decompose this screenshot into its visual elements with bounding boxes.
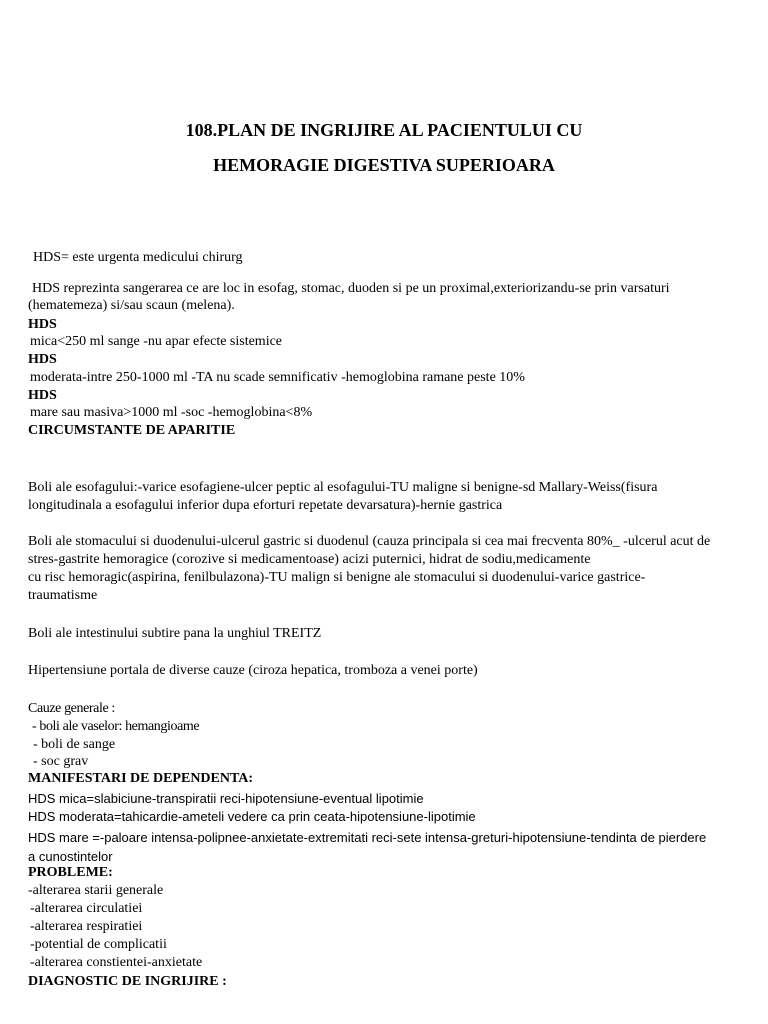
probleme-item: -potential de complicatii [30, 937, 167, 952]
manifestari-moderata: HDS moderata=tahicardie-ameteli vedere ca prin ceata-hipotensiune-lipotimie [28, 809, 476, 824]
intro-line-1: HDS= este urgenta medicului chirurg [33, 250, 243, 265]
stomac-line-2: stres-gastrite hemoragice (corozive si medicamentoase) acizi puternici, hidrat de sodiu,medicamente [28, 552, 591, 567]
manifestari-mare-line-1: HDS mare =-paloare intensa-polipnee-anxietate-extremitati reci-sete intensa-greturi-hipotensiune-tendinta de pierdere [28, 830, 707, 845]
cauze-item-3: - soc grav [33, 754, 89, 769]
cauze-generale-heading: Cauze generale : [28, 701, 115, 716]
hds-label-3: HDS [28, 388, 57, 403]
probleme-item: -alterarea respiratiei [30, 919, 143, 934]
hds-label-2: HDS [28, 352, 57, 367]
cauze-item-1: - boli ale vaselor: hemangioame [32, 719, 200, 734]
esofag-line-1: Boli ale esofagului:-varice esofagiene-ulcer peptic al esofagului-TU maligne si benigne-sd Mallary-Weiss(fisura [28, 480, 658, 495]
section-heading-circumstante: CIRCUMSTANTE DE APARITIE [28, 423, 236, 438]
intro-line-3: (hematemeza) si/sau scaun (melena). [28, 298, 235, 313]
hds-mica-text: mica<250 ml sange -nu apar efecte sistemice [30, 334, 283, 349]
document-title-line-1: 108.PLAN DE INGRIJIRE AL PACIENTULUI CU [185, 120, 583, 140]
stomac-line-3: cu risc hemoragic(aspirina, fenilbulazona)-TU malign si benigne ale stomacului si duodenului-varice gastrice- [28, 570, 646, 585]
section-heading-manifestari: MANIFESTARI DE DEPENDENTA: [28, 771, 254, 786]
hds-mare-text: mare sau masiva>1000 ml -soc -hemoglobina<8% [30, 405, 313, 420]
hds-label-1: HDS [28, 317, 57, 332]
section-heading-probleme: PROBLEME: [28, 865, 113, 880]
section-heading-diagnostic: DIAGNOSTIC DE INGRIJIRE : [28, 974, 227, 989]
probleme-item: -alterarea constientei-anxietate [30, 955, 203, 970]
cauze-item-2: - boli de sange [33, 737, 116, 752]
manifestari-mica: HDS mica=slabiciune-transpiratii reci-hipotensiune-eventual lipotimie [28, 791, 424, 806]
intestin-line: Boli ale intestinului subtire pana la unghiul TREITZ [28, 626, 322, 641]
stomac-line-1: Boli ale stomacului si duodenului-ulcerul gastric si duodenul (cauza principala si cea mai frecventa 80%_ -ulcerul acut de [28, 534, 711, 549]
manifestari-mare-line-2: a cunostintelor [28, 849, 113, 864]
document-title-line-2: HEMORAGIE DIGESTIVA SUPERIOARA [213, 155, 555, 175]
hds-moderata-text: moderata-intre 250-1000 ml -TA nu scade semnificativ -hemoglobina ramane peste 10% [30, 370, 525, 385]
stomac-line-4: traumatisme [28, 588, 98, 603]
intro-line-2: HDS reprezinta sangerarea ce are loc in esofag, stomac, duoden si pe un proximal,exteriorizandu-se prin varsaturi [32, 281, 670, 296]
probleme-item: -alterarea circulatiei [30, 901, 143, 916]
esofag-line-2: longitudinala a esofagului inferior dupa eforturi repetate devarsatura)-hernie gastrica [28, 498, 503, 513]
hipertensiune-line: Hipertensiune portala de diverse cauze (ciroza hepatica, tromboza a venei porte) [28, 663, 478, 678]
probleme-item: -alterarea starii generale [28, 883, 164, 898]
